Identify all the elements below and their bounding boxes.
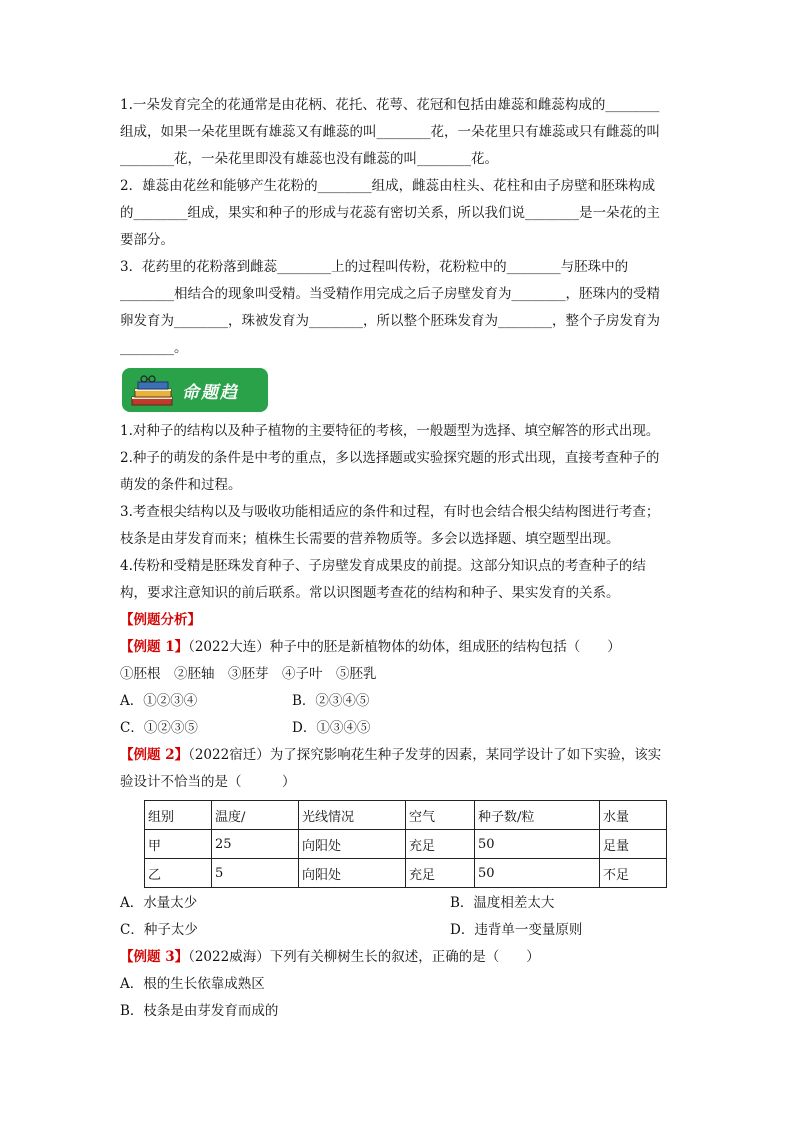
table-header-cell: 组别 bbox=[145, 801, 212, 830]
example-1-items: ①胚根 ②胚轴 ③胚芽 ④子叶 ⑤胚乳 bbox=[120, 666, 377, 682]
fill-line: ________相结合的现象叫受精。当受精作用完成之后子房壁发育为________，胚珠内的受精 bbox=[120, 286, 660, 302]
table-header-cell: 温度/ bbox=[212, 801, 299, 830]
table-cell: 不足 bbox=[600, 859, 667, 888]
option-d[interactable]: D．①③④⑤ bbox=[292, 720, 371, 736]
fill-line: 2．雄蕊由花丝和能够产生花粉的________组成，雌蕊由柱头、花柱和由子房壁和胚珠构成 bbox=[120, 178, 656, 194]
example-1-options-row2 bbox=[120, 715, 680, 742]
example-2-options-row1 bbox=[120, 890, 680, 917]
example-2-text-cont: 验设计不恰当的是（ ） bbox=[120, 774, 296, 790]
table-cell: 50 bbox=[475, 830, 600, 859]
books-icon bbox=[130, 373, 176, 407]
trend-line: 1.对种子的结构以及种子植物的主要特征的考核，一般题型为选择、填空解答的形式出现。 bbox=[120, 423, 660, 439]
experiment-table bbox=[144, 800, 667, 888]
example-3-question bbox=[120, 944, 680, 971]
table-cell: 乙 bbox=[145, 859, 212, 888]
trend-line: 3.考查根尖结构以及与吸收功能相适应的条件和过程，有时也会结合根尖结构图进行考查； bbox=[120, 504, 660, 520]
table-header-cell: 光线情况 bbox=[299, 801, 406, 830]
option-a[interactable]: A．根的生长依靠成熟区 bbox=[120, 976, 265, 992]
section-badge bbox=[122, 368, 268, 412]
trend-line: 4.传粉和受精是胚珠发育种子、子房壁发育成果皮的前提。这部分知识点的考查种子的结 bbox=[120, 558, 646, 574]
table-cell: 5 bbox=[212, 859, 299, 888]
fill-line: 卵发育为________，珠被发育为________，所以整个胚珠发育为________，整个子房发育为 bbox=[120, 313, 660, 329]
table-cell: 向阳处 bbox=[299, 830, 406, 859]
option-a[interactable]: A．水量太少 bbox=[120, 895, 198, 911]
example-heading: 【例题分析】 bbox=[120, 612, 201, 628]
trend-line: 枝条是由芽发育而来；植株生长需要的营养物质等。多会以选择题、填空题型出现。 bbox=[120, 531, 620, 547]
option-c[interactable]: C．种子太少 bbox=[120, 922, 198, 938]
fill-in-section bbox=[120, 92, 680, 362]
fill-line: ________。 bbox=[120, 340, 188, 356]
table-cell: 50 bbox=[475, 859, 600, 888]
option-b[interactable]: B．温度相差太大 bbox=[450, 895, 555, 911]
table-cell: 充足 bbox=[406, 830, 475, 859]
fill-line: ________花，一朵花里即没有雄蕊也没有雌蕊的叫________花。 bbox=[120, 151, 498, 167]
example-1-label: 【例题 1】 bbox=[120, 639, 189, 655]
table-cell: 充足 bbox=[406, 859, 475, 888]
table-row bbox=[145, 859, 667, 888]
example-2-text: （2022宿迁）为了探究影响花生种子发芽的因素，某同学设计了如下实验，该实 bbox=[188, 747, 662, 763]
example-1-text: （2022大连）种子中的胚是新植物体的幼体，组成胚的结构包括（ ） bbox=[188, 639, 621, 655]
table-cell: 足量 bbox=[600, 830, 667, 859]
fill-line: 3．花药里的花粉落到雌蕊________上的过程叫传粉，花粉粒中的________与胚珠中的 bbox=[120, 259, 629, 275]
trend-line: 构，要求注意知识的前后联系。常以识图题考查花的结构和种子、果实发育的关系。 bbox=[120, 585, 620, 601]
example-1-options-row1 bbox=[120, 688, 680, 715]
table-header-row bbox=[145, 801, 667, 830]
fill-line: 1.一朵发育完全的花通常是由花柄、花托、花萼、花冠和包括由雄蕊和雌蕊构成的________ bbox=[120, 97, 660, 113]
trend-and-examples bbox=[120, 418, 680, 1025]
table-header-cell: 水量 bbox=[600, 801, 667, 830]
option-a[interactable]: A．①②③④ bbox=[120, 693, 198, 709]
table-header-cell: 种子数/粒 bbox=[475, 801, 600, 830]
example-2-label: 【例题 2】 bbox=[120, 747, 189, 763]
table-cell: 25 bbox=[212, 830, 299, 859]
fill-line: 要部分。 bbox=[120, 232, 174, 248]
fill-line: 组成，如果一朵花里既有雄蕊又有雌蕊的叫________花，一朵花里只有雄蕊或只有雌蕊的叫 bbox=[120, 124, 660, 140]
example-2-question bbox=[120, 742, 680, 769]
table-header-cell: 空气 bbox=[406, 801, 475, 830]
example-1-question bbox=[120, 634, 680, 661]
option-c[interactable]: C．①②③⑤ bbox=[120, 720, 198, 736]
table-cell: 甲 bbox=[145, 830, 212, 859]
example-3-text: （2022威海）下列有关柳树生长的叙述，正确的是（ ） bbox=[188, 949, 540, 965]
trend-line: 萌发的条件和过程。 bbox=[120, 477, 242, 493]
option-b[interactable]: B．②③④⑤ bbox=[292, 693, 370, 709]
option-d[interactable]: D．违背单一变量原则 bbox=[450, 922, 583, 938]
table-row bbox=[145, 830, 667, 859]
example-2-options-row2 bbox=[120, 917, 680, 944]
trend-line: 2.种子的萌发的条件是中考的重点，多以选择题或实验探究题的形式出现，直接考查种子的 bbox=[120, 450, 660, 466]
badge-title: 命题趋 bbox=[182, 383, 239, 403]
table-cell: 向阳处 bbox=[299, 859, 406, 888]
fill-line: 的________组成，果实和种子的形成与花蕊有密切关系，所以我们说________是一朵花的主 bbox=[120, 205, 660, 221]
example-3-label: 【例题 3】 bbox=[120, 949, 189, 965]
option-b[interactable]: B．枝条是由芽发育而成的 bbox=[120, 1003, 279, 1019]
